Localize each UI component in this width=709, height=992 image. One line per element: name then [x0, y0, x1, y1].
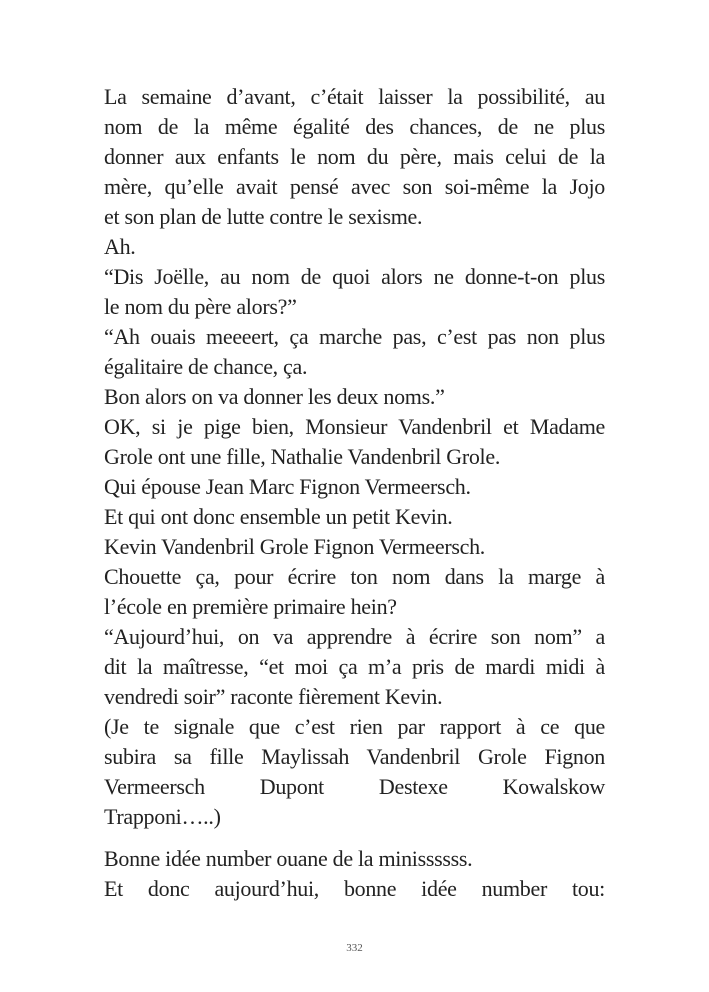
text-line: subira sa fille Maylissah Vandenbril Grole Fignon — [104, 744, 605, 769]
text-line: La semaine d’avant, c’était laisser la possibilité, au — [104, 84, 605, 109]
text-line: donner aux enfants le nom du père, mais celui de la — [104, 144, 605, 169]
text-line: Et qui ont donc ensemble un petit Kevin. — [104, 504, 453, 529]
text-line: Chouette ça, pour écrire ton nom dans la marge à — [104, 564, 605, 589]
paragraph — [104, 844, 605, 874]
paragraph — [104, 232, 605, 262]
text-line: OK, si je pige bien, Monsieur Vandenbril et Madame — [104, 414, 605, 439]
paragraph — [104, 322, 605, 382]
text-line: Qui épouse Jean Marc Fignon Vermeersch. — [104, 474, 471, 499]
paragraph — [104, 532, 605, 562]
paragraph — [104, 502, 605, 532]
text-line: Vermeersch Dupont Destexe Kowalskow — [104, 774, 605, 799]
paragraph — [104, 874, 605, 904]
text-line: dit la maîtresse, “et moi ça m’a pris de mardi midi à — [104, 654, 605, 679]
paragraph — [104, 82, 605, 232]
paragraph — [104, 472, 605, 502]
text-line: le nom du père alors?” — [104, 294, 297, 319]
text-line: “Dis Joëlle, au nom de quoi alors ne donne-t-on plus — [104, 264, 605, 289]
paragraph — [104, 622, 605, 712]
paragraph — [104, 712, 605, 832]
text-line: égalitaire de chance, ça. — [104, 354, 308, 379]
text-line: Bonne idée number ouane de la minissssss. — [104, 846, 473, 871]
text-line: l’école en première primaire hein? — [104, 594, 397, 619]
text-line: Grole ont une fille, Nathalie Vandenbril Grole. — [104, 444, 501, 469]
text-line: Bon alors on va donner les deux noms.” — [104, 384, 445, 409]
paragraph — [104, 262, 605, 322]
text-line: mère, qu’elle avait pensé avec son soi-même la Jojo — [104, 174, 605, 199]
paragraph — [104, 412, 605, 472]
text-line: Trapponi…..) — [104, 804, 221, 829]
text-line: et son plan de lutte contre le sexisme. — [104, 204, 423, 229]
text-line: vendredi soir” raconte fièrement Kevin. — [104, 684, 443, 709]
text-line: (Je te signale que c’est rien par rapport à ce que — [104, 714, 605, 739]
page-body — [104, 82, 605, 904]
text-line: “Ah ouais meeeert, ça marche pas, c’est pas non plus — [104, 324, 605, 349]
text-line: Ah. — [104, 234, 136, 259]
text-line: Et donc aujourd’hui, bonne idée number tou: — [104, 876, 605, 901]
paragraph-spacer — [104, 832, 605, 844]
text-line: Kevin Vandenbril Grole Fignon Vermeersch. — [104, 534, 485, 559]
page-number: 332 — [346, 942, 363, 954]
paragraph — [104, 562, 605, 622]
text-line: nom de la même égalité des chances, de ne plus — [104, 114, 605, 139]
text-line: “Aujourd’hui, on va apprendre à écrire son nom” a — [104, 624, 605, 649]
paragraph — [104, 382, 605, 412]
